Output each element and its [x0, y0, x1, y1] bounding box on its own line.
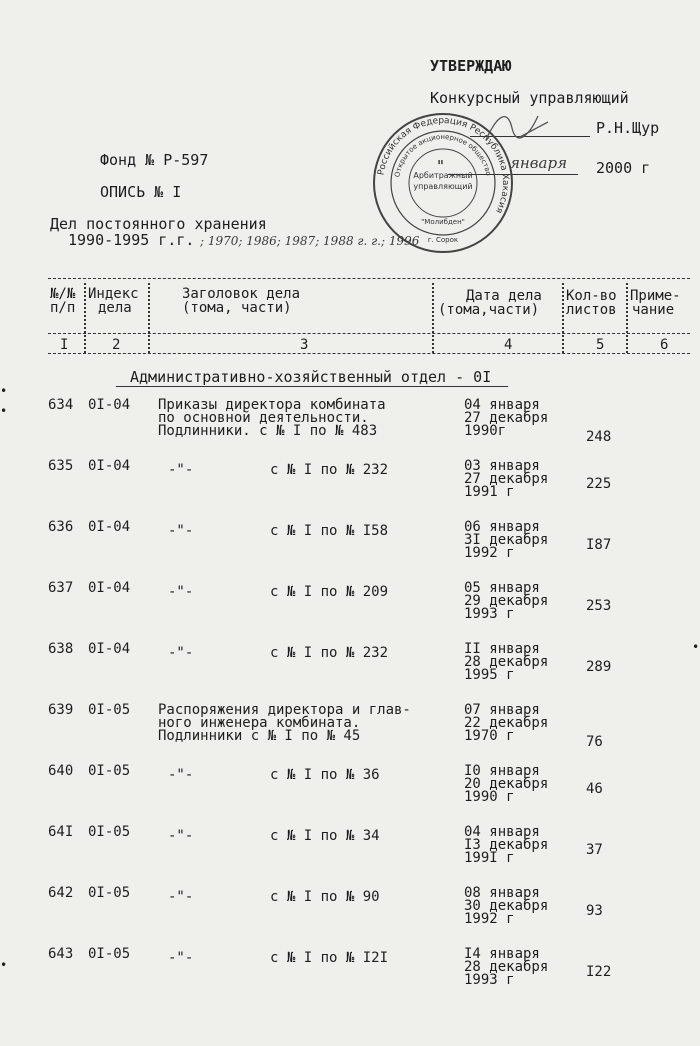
row-title-line: с № I по № 90: [270, 889, 380, 905]
stamp-center-line1: Арбитражный: [413, 171, 473, 180]
row-ditto-mark: -"-: [168, 950, 194, 966]
row-number: 640: [48, 763, 74, 779]
row-index: 0I-04: [88, 580, 131, 596]
row-ditto-mark: -"-: [168, 584, 194, 600]
header-col1-line1: №/№: [50, 286, 76, 302]
row-date-line: 29 декабря: [464, 593, 549, 609]
row-title-line: Подлинники с № I по № 45: [158, 728, 361, 744]
round-stamp-icon: [372, 112, 514, 254]
header-bottom-rule: [48, 353, 690, 354]
approval-position: Конкурсный управляющий: [430, 89, 629, 107]
row-date-line: I4 января: [464, 946, 540, 962]
col-divider-1: [84, 283, 86, 353]
row-number: 639: [48, 702, 74, 718]
col-divider-4: [562, 283, 564, 353]
approval-date-year: 2000 г: [596, 159, 651, 177]
row-date-line: 1990 г: [464, 789, 515, 805]
header-col3-line2: (тома, части): [182, 300, 292, 316]
row-ditto-mark: -"-: [168, 767, 194, 783]
approval-date-quote: ": [436, 157, 446, 175]
row-number: 635: [48, 458, 74, 474]
row-date-line: 28 декабря: [464, 959, 549, 975]
approval-title: УТВЕРЖДАЮ: [430, 57, 512, 75]
row-number: 64I: [48, 824, 74, 840]
row-index: 0I-04: [88, 641, 131, 657]
storage-handwritten-years: ; 1970; 1986; 1987; 1988 г. г.; 1996: [200, 234, 420, 248]
opis-number: ОПИСЬ № I: [100, 183, 182, 201]
row-number: 642: [48, 885, 74, 901]
row-title-line: с № I по № 232: [270, 645, 389, 661]
stamp-center-line2: управляющий: [413, 182, 473, 191]
header-col5-line2: листов: [566, 302, 617, 318]
col-number-1: I: [60, 337, 69, 353]
header-col2-line2: дела: [98, 300, 132, 316]
stamp-ring-text: Российская Федерация Республика Хакасия: [376, 115, 511, 215]
row-date-line: 04 января: [464, 397, 540, 413]
row-date-line: 1992 г: [464, 911, 515, 927]
row-index: 0I-05: [88, 702, 131, 718]
row-date-line: 1993 г: [464, 972, 515, 988]
row-date-line: I3 декабря: [464, 837, 549, 853]
row-sheet-count: 37: [586, 842, 603, 858]
row-date-line: 1992 г: [464, 545, 515, 561]
margin-mark-icon: •: [0, 404, 8, 418]
row-sheet-count: I87: [586, 537, 612, 553]
row-index: 0I-05: [88, 763, 131, 779]
row-index: 0I-04: [88, 458, 131, 474]
row-date-line: 1995 г: [464, 667, 515, 683]
storage-years: 1990-1995 г.г.: [68, 231, 195, 249]
row-ditto-mark: -"-: [168, 462, 194, 478]
header-middle-rule: [48, 333, 690, 334]
row-date-line: 28 декабря: [464, 654, 549, 670]
row-date-line: 06 января: [464, 519, 540, 535]
row-date-line: 199I г: [464, 850, 515, 866]
row-index: 0I-05: [88, 824, 131, 840]
row-ditto-mark: -"-: [168, 889, 194, 905]
row-date-line: 22 декабря: [464, 715, 549, 731]
stamp-inner-text: Открытое акционерное общество: [393, 132, 493, 178]
row-title-line: с № I по № 232: [270, 462, 389, 478]
row-sheet-count: I22: [586, 964, 612, 980]
header-col1-line2: п/п: [50, 300, 76, 316]
row-number: 636: [48, 519, 74, 535]
row-date-line: 08 января: [464, 885, 540, 901]
row-index: 0I-04: [88, 519, 131, 535]
row-title-line: с № I по № 209: [270, 584, 389, 600]
fund-number: Фонд № Р-597: [100, 151, 209, 169]
col-number-4: 4: [504, 337, 513, 353]
row-ditto-mark: -"-: [168, 523, 194, 539]
row-date-line: II января: [464, 641, 540, 657]
approval-signer: Р.Н.Щур: [596, 119, 660, 137]
row-ditto-mark: -"-: [168, 645, 194, 661]
col-number-6: 6: [660, 337, 669, 353]
row-date-line: 05 января: [464, 580, 540, 596]
row-number: 638: [48, 641, 74, 657]
row-title-line: с № I по № I58: [270, 523, 389, 539]
row-sheet-count: 93: [586, 903, 603, 919]
row-date-line: 04 января: [464, 824, 540, 840]
row-number: 637: [48, 580, 74, 596]
row-sheet-count: 46: [586, 781, 603, 797]
row-date-line: 30 декабря: [464, 898, 549, 914]
row-date-line: 1970 г: [464, 728, 515, 744]
col-number-2: 2: [112, 337, 121, 353]
row-ditto-mark: -"-: [168, 828, 194, 844]
header-col6-line2: чание: [632, 302, 675, 318]
row-date-line: 1990г: [464, 423, 507, 439]
approval-date-handwritten: января: [510, 154, 568, 172]
margin-mark-icon: •: [692, 640, 700, 654]
header-col5-line1: Кол-во: [566, 288, 617, 304]
header-top-rule: [48, 278, 690, 279]
row-sheet-count: 253: [586, 598, 612, 614]
row-date-line: 20 декабря: [464, 776, 549, 792]
row-date-line: 07 января: [464, 702, 540, 718]
row-date-line: 03 января: [464, 458, 540, 474]
row-date-line: 1991 г: [464, 484, 515, 500]
col-divider-3: [432, 283, 434, 353]
row-title-line: Подлинники. с № I по № 483: [158, 423, 378, 439]
row-sheet-count: 76: [586, 734, 603, 750]
header-col2-line1: Индекс: [88, 286, 139, 302]
header-col3-line1: Заголовок дела: [182, 286, 301, 302]
col-number-3: 3: [300, 337, 309, 353]
row-title-line: с № I по № 34: [270, 828, 380, 844]
stamp-city: г. Сорок: [427, 236, 459, 244]
margin-mark-icon: •: [0, 384, 8, 398]
row-date-line: 1993 г: [464, 606, 515, 622]
row-title-line: ного инженера комбината.: [158, 715, 361, 731]
col-divider-5: [626, 283, 628, 353]
row-title-line: по основной деятельности.: [158, 410, 369, 426]
row-date-line: I0 января: [464, 763, 540, 779]
row-date-line: 27 декабря: [464, 471, 549, 487]
row-title-line: с № I по № I2I: [270, 950, 389, 966]
row-index: 0I-04: [88, 397, 131, 413]
row-sheet-count: 289: [586, 659, 612, 675]
row-title-line: с № I по № 36: [270, 767, 380, 783]
row-date-line: 3I декабря: [464, 532, 549, 548]
margin-mark-icon: •: [0, 958, 8, 972]
section-title-underline: [116, 386, 508, 387]
header-col4-line1: Дата дела: [466, 288, 542, 304]
col-divider-2: [148, 283, 150, 353]
header-col6-line1: Приме-: [630, 288, 681, 304]
row-date-line: 27 декабря: [464, 410, 549, 426]
row-number: 634: [48, 397, 74, 413]
stamp-company: "Молибден": [421, 218, 465, 226]
row-title-line: Приказы директора комбината: [158, 397, 386, 413]
row-title-line: Распоряжения директора и глав-: [158, 702, 411, 718]
row-number: 643: [48, 946, 74, 962]
row-sheet-count: 248: [586, 429, 612, 445]
section-title: Административно-хозяйственный отдел - 0I: [130, 368, 492, 386]
row-index: 0I-05: [88, 946, 131, 962]
storage-title: Дел постоянного хранения: [50, 215, 267, 233]
row-sheet-count: 225: [586, 476, 612, 492]
col-number-5: 5: [596, 337, 605, 353]
row-index: 0I-05: [88, 885, 131, 901]
header-col4-line2: (тома,части): [438, 302, 540, 318]
